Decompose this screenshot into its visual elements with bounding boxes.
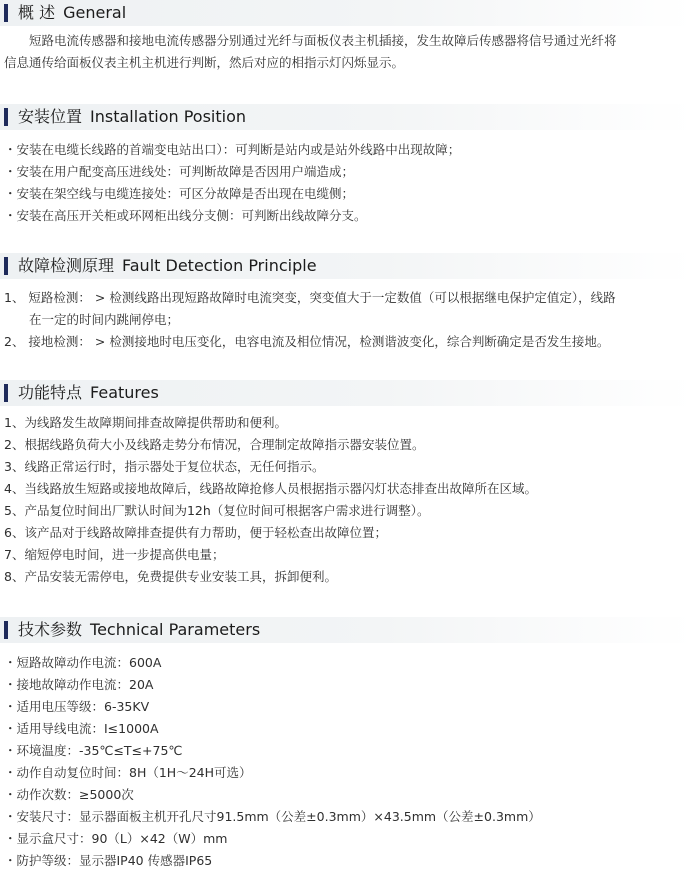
list-item: 2、根据线路负荷大小及线路走势分布情况，合理制定故障指示器安装位置。 xyxy=(4,437,425,452)
section-header xyxy=(0,253,694,279)
list-item: ・安装在高压开关柜或环网柜出线分支侧：可判断出线故障分支。 xyxy=(4,208,367,223)
list-item: 1、为线路发生故障期间排查故障提供帮助和便利。 xyxy=(4,415,287,430)
list-item: 2、 接地检测： > 检测接地时电压变化，电容电流及相位情况，检测谐波变化，综合判断确定是否发生接地。 xyxy=(4,334,610,349)
section-technical xyxy=(0,617,694,868)
spec-item: ・显示盒尺寸：90（L）×42（W）mm xyxy=(4,831,228,846)
list-item: ・安装在用户配变高压进线处：可判断故障是否因用户端造成； xyxy=(4,164,355,179)
section-title-en: General xyxy=(63,3,127,22)
list-item: 5、产品复位时间出厂默认时间为12h（复位时间可根据客户需求进行调整）。 xyxy=(4,503,430,518)
list-item: ・安装在架空线与电缆连接处：可区分故障是否出现在电缆侧； xyxy=(4,186,355,201)
section-title xyxy=(18,106,246,128)
section-marker xyxy=(4,257,8,275)
list-item: 7、缩短停电时间，进一步提高供电量； xyxy=(4,547,225,562)
section-marker xyxy=(4,4,8,22)
spec-item: ・适用导线电流：I≤1000A xyxy=(4,721,159,736)
section-principle xyxy=(0,253,694,349)
spec-item: ・安装尺寸：显示器面板主机开孔尺寸91.5mm（公差±0.3mm）×43.5mm（公差±0.3mm） xyxy=(4,809,541,824)
section-title xyxy=(18,619,260,641)
section-title-en: Installation Position xyxy=(90,107,247,126)
section-marker xyxy=(4,384,8,402)
list-item: 4、当线路放生短路或接地故障后，线路故障抢修人员根据指示器闪灯状态排查出故障所在区域。 xyxy=(4,481,537,496)
section-header xyxy=(0,0,694,26)
section-marker xyxy=(4,621,8,639)
section-title xyxy=(18,255,317,277)
spec-item: ・接地故障动作电流：20A xyxy=(4,677,154,692)
section-title-cn: 安装位置 xyxy=(18,107,83,126)
list-item-continuation: 在一定的时间内跳闸停电； xyxy=(4,312,180,327)
list-item: 8、产品安装无需停电，免费提供专业安装工具，拆卸便利。 xyxy=(4,569,337,584)
section-title-en: Fault Detection Principle xyxy=(122,256,317,275)
section-title-cn: 功能特点 xyxy=(18,383,83,402)
section-title xyxy=(18,382,159,404)
list-item: 3、线路正常运行时，指示器处于复位状态，无任何指示。 xyxy=(4,459,325,474)
spec-item: ・动作自动复位时间：8H（1H～24H可选） xyxy=(4,765,252,780)
spec-item: ・环境温度：-35℃≤T≤+75℃ xyxy=(4,743,183,758)
list-item: ・安装在电缆长线路的首端变电站出口）：可判断是站内或是站外线路中出现故障； xyxy=(4,142,461,157)
section-general xyxy=(0,0,694,70)
section-features xyxy=(0,380,694,584)
paragraph-line: 信息通传给面板仪表主机主机进行判断，然后对应的相指示灯闪烁显示。 xyxy=(4,55,405,70)
section-header xyxy=(0,104,694,130)
spec-item: ・动作次数：≥5000次 xyxy=(4,787,134,802)
section-header xyxy=(0,380,694,406)
section-header xyxy=(0,617,694,643)
section-title-cn: 故障检测原理 xyxy=(18,256,115,275)
section-title-cn: 技术参数 xyxy=(18,620,83,639)
list-item: 6、该产品对于线路故障排查提供有力帮助，便于轻松查出故障位置； xyxy=(4,525,387,540)
paragraph-line: 短路电流传感器和接地电流传感器分别通过光纤与面板仪表主机插接，发生故障后传感器将信号通过光纤将 xyxy=(4,33,617,48)
spec-item: ・适用电压等级：6-35KV xyxy=(4,699,150,714)
section-installation xyxy=(0,104,694,223)
section-title xyxy=(18,2,126,24)
section-title-en: Features xyxy=(90,383,159,402)
section-marker xyxy=(4,108,8,126)
spec-item: ・防护等级：显示器IP40 传感器IP65 xyxy=(4,853,213,868)
spec-item: ・短路故障动作电流：600A xyxy=(4,655,162,670)
section-title-en: Technical Parameters xyxy=(90,620,261,639)
section-title-cn: 概 述 xyxy=(18,3,56,22)
list-item: 1、 短路检测： > 检测线路出现短路故障时电流突变，突变值大于一定数值（可以根据继电保护定值定），线路 xyxy=(4,290,616,305)
